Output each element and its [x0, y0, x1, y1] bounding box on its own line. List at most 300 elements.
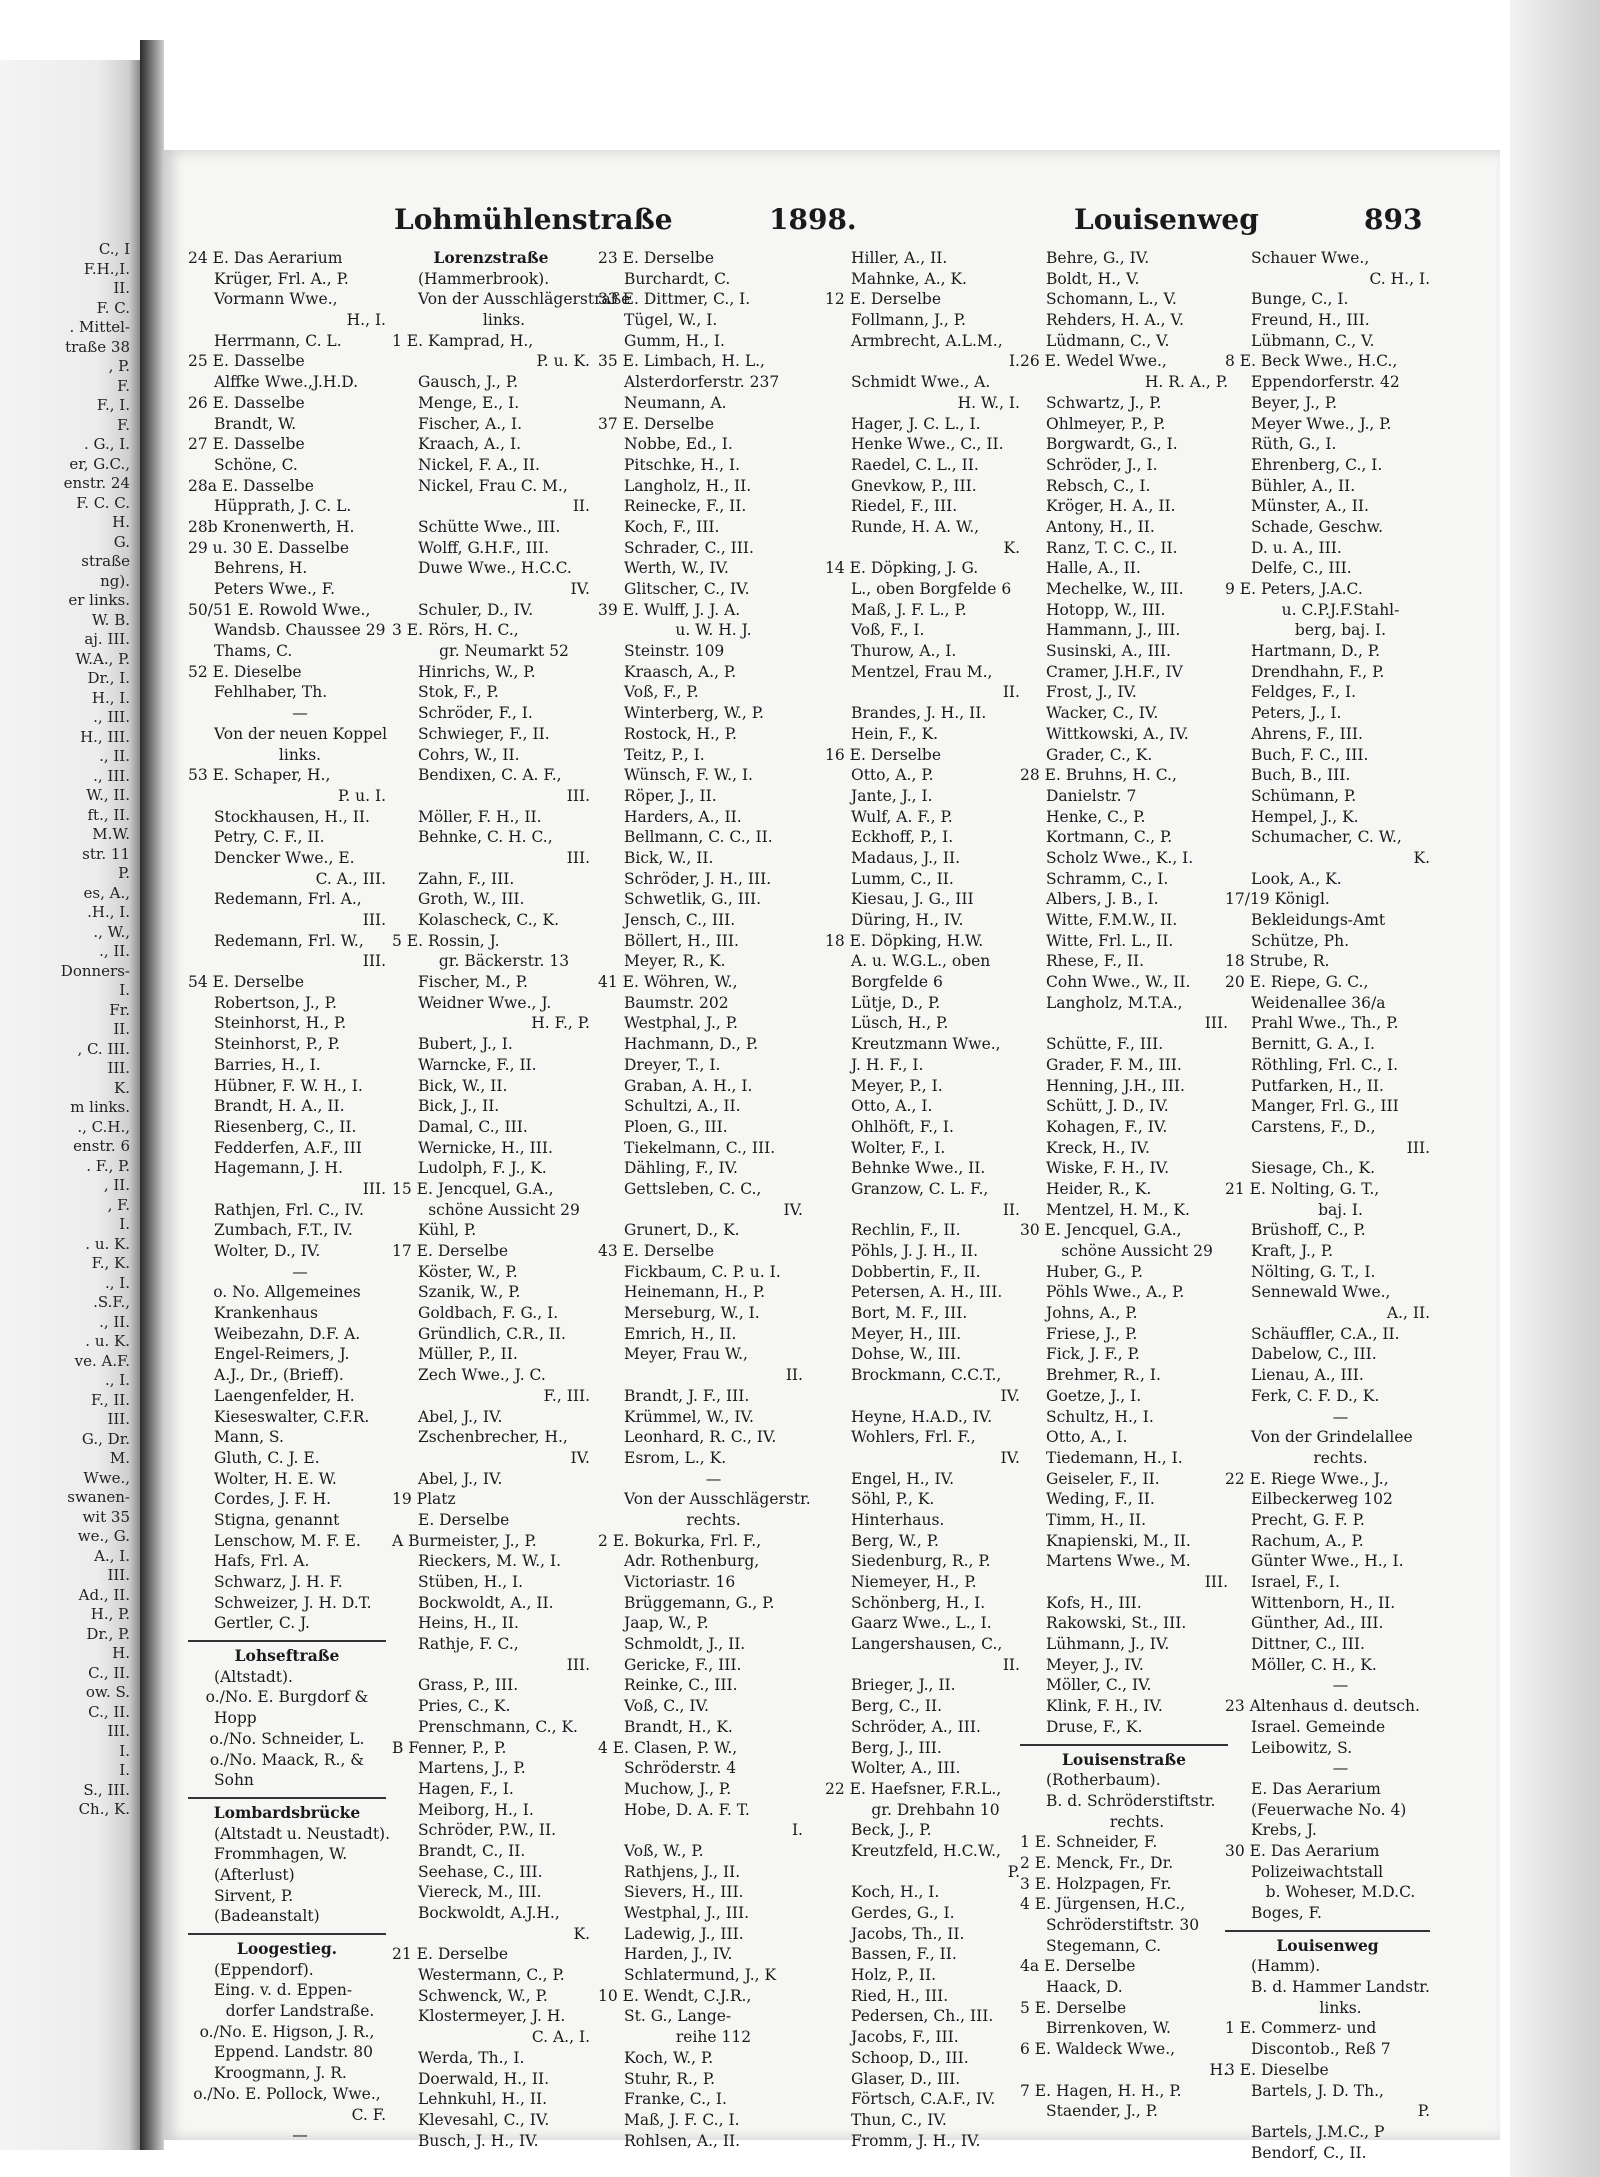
directory-entry: Dreyer, T., I. — [624, 1055, 721, 1074]
directory-entry: 2 E. Menck, Fr., Dr. — [1020, 1853, 1174, 1872]
directory-entry: Gluth, C. J. E. — [214, 1448, 320, 1467]
directory-entry: Voß, W., P. — [624, 1841, 704, 1860]
facing-page-text: F. C. C. — [76, 493, 130, 512]
directory-entry: Rebsch, C., I. — [1046, 476, 1151, 495]
directory-entry: Martens, J., P. — [418, 1759, 526, 1778]
directory-entry: 10 E. Wendt, C.J.R., — [598, 1986, 752, 2005]
directory-entry: 2 E. Bokurka, Frl. F., — [598, 1531, 762, 1550]
directory-entry: Harden, J., IV. — [624, 1945, 733, 1964]
directory-entry: 3 E. Holzpagen, Fr. — [1020, 1874, 1172, 1893]
directory-entry: Schmidt Wwe., A. — [851, 373, 991, 392]
directory-entry: Menge, E., I. — [418, 393, 520, 412]
facing-page-text: enstr. 24 — [63, 474, 130, 492]
directory-entry: Redemann, Frl. W., — [214, 931, 364, 950]
facing-page-text: I. — [119, 981, 130, 999]
directory-entry: Brieger, J., II. — [851, 1676, 956, 1695]
directory-entry: Eilbeckerweg 102 — [1251, 1490, 1393, 1509]
directory-entry: II. — [1002, 1655, 1020, 1674]
directory-entry: Delfe, C., III. — [1251, 559, 1352, 578]
directory-entry: St. G., Lange- — [624, 2007, 732, 2026]
directory-entry: Schweizer, J. H. D.T. — [214, 1593, 372, 1612]
facing-page-text: III. — [107, 1722, 130, 1740]
directory-entry: Westphal, J., P. — [624, 1014, 738, 1033]
directory-entry: 22 E. Haefsner, F.R.L., — [825, 1779, 1002, 1798]
directory-entry: III. — [566, 786, 590, 805]
directory-entry: Cramer, J.H.F., IV — [1046, 662, 1183, 681]
directory-entry: b. Woheser, M.D.C. — [1265, 1883, 1416, 1902]
directory-entry: Hopp — [214, 1709, 257, 1728]
column-1 — [188, 248, 391, 2148]
directory-entry: o./No. Schneider, L. — [209, 1729, 365, 1748]
facing-page-text: ., II. — [99, 747, 130, 765]
directory-entry: Ahrens, F., III. — [1251, 724, 1363, 743]
facing-page-text: W. B. — [91, 610, 130, 629]
directory-entry: H. F., P. — [531, 1014, 590, 1033]
directory-entry: Rüth, G., I. — [1251, 435, 1337, 454]
directory-entry: Schomann, L., V. — [1046, 290, 1177, 309]
directory-entry: Gnevkow, P., III. — [851, 476, 977, 495]
header-street-left: Lohmühlenstraße — [394, 203, 673, 236]
directory-entry: rechts. — [686, 1510, 741, 1529]
facing-page-text: F. C. — [96, 298, 130, 317]
directory-entry: Madaus, J., II. — [851, 848, 961, 867]
directory-entry: Pries, C., K. — [418, 1697, 511, 1716]
directory-entry: Mechelke, W., III. — [1046, 580, 1184, 598]
directory-entry: Berg, W., P. — [851, 1531, 939, 1550]
directory-entry: Schütte, F., III. — [1046, 1035, 1164, 1054]
directory-entry: Neumann, A. — [624, 393, 727, 412]
directory-entry: 54 E. Derselbe — [188, 973, 305, 992]
directory-entry: (Hamm). — [1251, 1957, 1321, 1976]
directory-entry: Westermann, C., P. — [418, 1966, 565, 1985]
directory-entry: 30 E. Das Aerarium — [1225, 1841, 1380, 1860]
directory-entry: Schwartz, J., P. — [1046, 393, 1162, 412]
facing-page-text: C., I — [98, 240, 130, 258]
directory-entry: 21 E. Nolting, G. T., — [1225, 1179, 1380, 1198]
directory-entry: Runde, H. A. W., — [851, 517, 980, 536]
directory-entry: Schlatermund, J., K — [624, 1966, 777, 1985]
directory-entry: Kröger, H. A., II. — [1046, 497, 1176, 516]
directory-entry: 24 E. Das Aerarium — [188, 249, 343, 267]
directory-entry: Sievers, H., III. — [624, 1883, 744, 1902]
directory-entry: Danielstr. 7 — [1046, 786, 1137, 805]
directory-entry: Bellmann, C. C., II. — [624, 828, 773, 847]
section-rule — [1020, 1744, 1228, 1746]
directory-entry: Hartmann, D., P. — [1251, 642, 1381, 661]
directory-entry: Hinterhaus. — [851, 1510, 945, 1529]
directory-entry: Jaap, W., P. — [624, 1614, 709, 1633]
directory-entry: H. R. A., P. — [1144, 373, 1228, 392]
directory-entry: Fischer, A., I. — [418, 414, 523, 433]
directory-entry: Werth, W., IV. — [624, 559, 729, 578]
directory-entry: Raedel, C. L., II. — [851, 455, 979, 474]
facing-page-text: .S.F., — [93, 1293, 130, 1311]
directory-entry: Staender, J., P. — [1046, 2102, 1158, 2121]
directory-entry: Bockwoldt, A.J.H., — [418, 1904, 560, 1922]
facing-page-text: H. — [112, 513, 130, 531]
directory-entry: Schwetlik, G., III. — [624, 890, 762, 909]
directory-entry: E. Das Aerarium — [1251, 1779, 1381, 1798]
directory-entry: Cordes, J. F. H. — [214, 1490, 332, 1509]
directory-entry: Thun, C., IV. — [851, 2110, 947, 2129]
directory-entry: Heider, R., K. — [1046, 1179, 1152, 1198]
directory-entry: Düring, H., IV. — [851, 911, 964, 929]
directory-entry: Hobe, D. A. F. T. — [624, 1800, 750, 1819]
directory-entry: Langholz, H., II. — [624, 476, 752, 495]
directory-entry: Böllert, H., III. — [624, 931, 739, 950]
directory-entry: Wiske, F. H., IV. — [1046, 1159, 1170, 1178]
directory-entry: Dittner, C., III. — [1251, 1635, 1365, 1654]
directory-entry: Knapienski, M., II. — [1046, 1531, 1191, 1550]
directory-entry: Grader, F. M., III. — [1046, 1055, 1182, 1074]
facing-page-text: W., II. — [86, 786, 130, 804]
directory-entry: Krümmel, W., IV. — [624, 1407, 754, 1426]
directory-entry: Weibezahn, D.F. A. — [214, 1324, 361, 1343]
directory-entry: 18 Strube, R. — [1225, 952, 1330, 971]
directory-entry: Gericke, F., III. — [624, 1655, 742, 1674]
directory-entry: Klevesahl, C., IV. — [418, 2110, 550, 2129]
directory-entry: Henke Wwe., C., II. — [851, 435, 1004, 454]
facing-page-text: , F. — [107, 1195, 130, 1214]
directory-entry: Klink, F. H., IV. — [1046, 1697, 1163, 1716]
directory-entry: 37 E. Derselbe — [598, 414, 715, 433]
facing-page-text: II. — [113, 1020, 130, 1038]
facing-page-text: ve. A.F. — [74, 1351, 130, 1370]
directory-entry: Schrader, C., III. — [624, 538, 754, 557]
facing-page-text: I. — [119, 1741, 130, 1760]
directory-entry: Voß, F., I. — [851, 621, 925, 640]
facing-page-text: enstr. 6 — [73, 1137, 130, 1155]
directory-entry: Abel, J., IV. — [418, 1469, 503, 1488]
directory-entry: K. — [1003, 538, 1020, 557]
directory-entry: C. H., I. — [1369, 269, 1430, 288]
facing-page-text: S., III. — [83, 1780, 130, 1799]
directory-entry: Hotopp, W., III. — [1046, 600, 1166, 619]
header-year: 1898. — [769, 203, 857, 236]
facing-page-text: ., II. — [99, 1312, 130, 1331]
column-2 — [392, 248, 631, 2150]
directory-entry: Von der Ausschlägerstr. — [624, 1490, 811, 1509]
directory-entry: Weidenallee 36/a — [1251, 993, 1386, 1012]
directory-entry: gr. Drehbahn 10 — [871, 1800, 1000, 1819]
directory-entry: — — [1332, 1676, 1349, 1695]
directory-entry: Bick, J., II. — [418, 1097, 500, 1116]
directory-entry: Leibowitz, S. — [1251, 1738, 1353, 1757]
directory-entry: Klostermeyer, J. H. — [418, 2007, 566, 2026]
directory-entry: Szanik, W., P. — [418, 1283, 521, 1302]
facing-page-text: . u. K. — [85, 1332, 130, 1350]
directory-entry: 5 E. Rossin, J. — [392, 931, 500, 950]
directory-entry: o./No. Maack, R., & — [209, 1750, 365, 1769]
directory-entry: Riesenberg, C., II. — [214, 1117, 357, 1136]
directory-entry: Merseburg, W., I. — [624, 1304, 760, 1323]
directory-entry: Wolter, H. E. W. — [214, 1469, 337, 1488]
directory-entry: 17/19 Königl. — [1225, 890, 1330, 909]
facing-page-text: C., II. — [88, 1702, 130, 1721]
directory-entry: Bartels, J. D. Th., — [1251, 2081, 1384, 2100]
directory-entry: schöne Aussicht 29 — [428, 1200, 580, 1219]
directory-entry: III. — [362, 911, 386, 929]
directory-entry: Nobbe, Ed., I. — [624, 435, 733, 454]
directory-entry: C. A., III. — [315, 869, 386, 888]
directory-entry: Pöhls Wwe., A., P. — [1046, 1283, 1185, 1302]
directory-entry: 6 E. Waldeck Wwe., — [1020, 2040, 1176, 2059]
directory-entry: Rostock, H., P. — [624, 724, 737, 743]
directory-entry: P. u. K. — [536, 352, 590, 371]
directory-entry: 19 Platz — [392, 1490, 456, 1509]
facing-page-text: Dr., I. — [87, 669, 130, 687]
directory-entry: P. — [1007, 1862, 1020, 1881]
directory-entry: Zschenbrecher, H., — [418, 1428, 568, 1447]
directory-entry: (Altstadt). — [214, 1667, 293, 1686]
street-heading: Louisenstraße — [1062, 1749, 1186, 1769]
directory-entry: Bendixen, C. A. F., — [418, 766, 562, 785]
directory-entry: 1 E. Schneider, F. — [1020, 1833, 1158, 1852]
directory-entry: Barries, H., I. — [214, 1055, 321, 1074]
directory-entry: Tiedemann, H., I. — [1046, 1448, 1183, 1467]
facing-page-text: H., I. — [91, 688, 130, 707]
directory-entry: Hafs, Frl. A. — [214, 1552, 310, 1571]
facing-page-text: P. — [118, 864, 130, 882]
directory-entry: I. — [1008, 352, 1020, 371]
directory-entry: Brüggemann, G., P. — [624, 1593, 775, 1612]
directory-entry: Wittkowski, A., IV. — [1046, 724, 1189, 743]
directory-entry: Glaser, D., III. — [851, 2069, 961, 2088]
directory-entry: Prenschmann, C., K. — [418, 1717, 578, 1736]
directory-entry: Stockhausen, H., II. — [214, 807, 370, 826]
facing-page-text: G. — [113, 532, 130, 551]
directory-entry: Fehlhaber, Th. — [214, 683, 328, 702]
directory-entry: Zahn, F., III. — [418, 869, 515, 888]
directory-entry: 52 E. Dieselbe — [188, 662, 302, 681]
directory-entry: baj. I. — [1318, 1200, 1363, 1219]
directory-entry: Witte, Frl. L., II. — [1046, 931, 1174, 950]
directory-entry: Alsterdorferstr. 237 — [624, 373, 780, 392]
directory-entry: Stigna, genannt — [214, 1510, 340, 1529]
directory-entry: Rieckers, M. W., I. — [418, 1552, 562, 1571]
directory-entry: Brockmann, C.C.T., — [851, 1366, 1002, 1385]
directory-entry: Hüpprath, J. C. L. — [214, 497, 352, 516]
directory-entry: Stegemann, C. — [1046, 1936, 1162, 1955]
directory-entry: Sohn — [214, 1771, 254, 1790]
directory-entry: 30 E. Jencquel, G.A., — [1020, 1221, 1182, 1240]
directory-entry: Voß, C., IV. — [624, 1697, 709, 1716]
directory-entry: III. — [1204, 1014, 1228, 1033]
directory-entry: Brandes, J. H., II. — [851, 704, 987, 723]
directory-entry: Röthling, Frl. C., I. — [1251, 1055, 1399, 1074]
directory-entry: Kolascheck, C., K. — [418, 911, 560, 929]
directory-entry: Schönberg, H., I. — [851, 1593, 986, 1612]
directory-entry: links. — [482, 311, 526, 330]
directory-entry: (Afterlust) — [214, 1865, 295, 1884]
directory-entry: Petersen, A. H., III. — [851, 1283, 1003, 1302]
directory-entry: links. — [1319, 1998, 1362, 2017]
directory-entry: Lüdmann, C., V. — [1046, 331, 1170, 350]
facing-page-text: C., II. — [88, 1663, 130, 1682]
directory-entry: — — [292, 1262, 308, 1281]
directory-entry: 33 E. Dittmer, C., I. — [598, 290, 751, 309]
directory-entry: Bort, M. F., III. — [851, 1304, 968, 1323]
facing-page-text: F., K. — [91, 1254, 130, 1272]
directory-entry: Schröderstiftstr. 30 — [1046, 1916, 1200, 1934]
directory-entry: Schröder, A., III. — [851, 1717, 981, 1736]
directory-entry: Groth, W., III. — [418, 890, 525, 909]
directory-entry: rechts. — [1109, 1812, 1165, 1831]
directory-entry: Beck, J., P. — [851, 1821, 932, 1840]
book-spine — [140, 40, 164, 2150]
directory-entry: Pöhls, J. J. H., II. — [851, 1242, 979, 1260]
facing-page-text: ., II. — [99, 942, 130, 960]
facing-page-text: Wwe., — [83, 1468, 130, 1487]
directory-entry: Söhl, P., K. — [851, 1490, 935, 1509]
directory-entry: Schümann, P. — [1251, 786, 1357, 805]
directory-entry: Johns, A., P. — [1046, 1304, 1138, 1323]
directory-entry: Schröder, J., I. — [1046, 455, 1158, 474]
directory-entry: III. — [362, 952, 386, 971]
directory-entry: 50/51 E. Rowold Wwe., — [188, 600, 371, 619]
directory-entry: Emrich, H., II. — [624, 1324, 737, 1343]
directory-entry: Borgfelde 6 — [851, 973, 943, 992]
directory-entry: o./No. E. Pollock, Wwe., — [193, 2084, 381, 2103]
directory-entry: II. — [785, 1366, 803, 1385]
directory-entry: Fick, J. F., P. — [1046, 1345, 1140, 1364]
facing-page-text: Donners- — [60, 961, 130, 980]
directory-entry: Buch, F. C., III. — [1251, 745, 1369, 764]
directory-entry: Kreck, H., IV. — [1046, 1138, 1150, 1157]
directory-entry: Bendorf, C., II. — [1251, 2143, 1367, 2162]
directory-entry: u. W. H. J. — [675, 621, 752, 640]
street-heading: Louisenweg — [1276, 1935, 1379, 1955]
directory-entry: Behre, G., IV. — [1046, 249, 1150, 267]
directory-entry: Gettsleben, C. C., — [624, 1179, 762, 1198]
directory-entry: Ploen, G., III. — [624, 1117, 728, 1136]
facing-page-text: ., III. — [93, 766, 130, 785]
facing-page-text: ow. S. — [85, 1683, 130, 1701]
directory-entry: Zumbach, F.T., IV. — [214, 1221, 353, 1240]
facing-page-text: W.A., P. — [75, 649, 130, 668]
directory-entry: Kraasch, A., P. — [624, 662, 737, 681]
directory-entry: rechts. — [1313, 1448, 1368, 1467]
directory-entry: Armbrecht, A.L.M., — [851, 331, 1003, 350]
facing-page-text: F. — [117, 376, 130, 395]
directory-entry: A., II. — [1386, 1304, 1430, 1323]
directory-entry: Fedderfen, A.F., III — [214, 1138, 362, 1157]
directory-entry: Ludolph, F. J., K. — [418, 1159, 547, 1178]
directory-entry: 23 Altenhaus d. deutsch. — [1225, 1697, 1420, 1716]
directory-entry: Möller, C. H., K. — [1251, 1655, 1377, 1674]
directory-entry: IV. — [570, 1448, 590, 1467]
directory-entry: 4 E. Clasen, P. W., — [598, 1738, 738, 1757]
directory-entry: 27 E. Dasselbe — [188, 435, 305, 454]
directory-entry: Vormann Wwe., — [214, 290, 338, 309]
directory-entry: 23 E. Derselbe — [598, 249, 715, 267]
directory-entry: A. u. W.G.L., oben — [851, 952, 991, 971]
directory-entry: Graban, A. H., I. — [624, 1076, 753, 1095]
facing-page-text: straße — [81, 552, 130, 570]
directory-entry: Maß, J. F. L., P. — [851, 600, 967, 619]
directory-entry: Teitz, P., I. — [624, 745, 705, 764]
directory-entry: Schwieger, F., II. — [418, 724, 550, 743]
directory-entry: Heyne, H.A.D., IV. — [851, 1407, 993, 1426]
directory-entry: Boldt, H., V. — [1046, 269, 1140, 288]
directory-entry: Wolter, D., IV. — [214, 1242, 321, 1260]
directory-entry: 8 E. Beck Wwe., H.C., — [1225, 352, 1398, 371]
directory-entry: Weidner Wwe., J. — [418, 993, 552, 1012]
directory-entry: Bick, W., II. — [418, 1076, 508, 1095]
directory-entry: Duwe Wwe., H.C.C. — [418, 559, 572, 578]
directory-entry: Koch, H., I. — [851, 1883, 940, 1902]
directory-entry: Dabelow, C., III. — [1251, 1345, 1377, 1364]
header-street-right: Louisenweg — [1074, 203, 1259, 236]
directory-entry: 14 E. Döpking, J. G. — [825, 559, 979, 578]
directory-entry: 18 E. Döpking, H.W. — [825, 931, 984, 950]
directory-entry: 1 E. Commerz- und — [1225, 2019, 1377, 2038]
facing-page-text: ., I. — [105, 1273, 130, 1292]
directory-entry: o./No. E. Burgdorf & — [205, 1688, 369, 1707]
directory-entry: Brandt, J. F., III. — [624, 1386, 750, 1405]
directory-entry: Winterberg, W., P. — [624, 704, 764, 723]
directory-entry: gr. Bäckerstr. 13 — [438, 952, 570, 971]
directory-entry: Hempel, J., K. — [1251, 807, 1359, 826]
facing-page-text: ., III. — [93, 708, 130, 726]
directory-entry: Alffke Wwe.,J.H.D. — [214, 373, 359, 392]
directory-entry: Hammann, J., III. — [1046, 621, 1181, 640]
directory-entry: Rathjen, Frl. C., IV. — [214, 1200, 364, 1219]
directory-entry: Hinrichs, W., P. — [418, 662, 536, 681]
directory-entry: Birrenkoven, W. — [1046, 2019, 1171, 2038]
directory-entry: Huber, G., P. — [1046, 1262, 1143, 1281]
directory-entry: Mann, S. — [214, 1428, 284, 1447]
directory-entry: Lübmann, C., V. — [1251, 331, 1375, 350]
directory-entry: Ehrenberg, C., I. — [1251, 455, 1383, 474]
facing-page-text: III. — [107, 1059, 130, 1077]
directory-entry: Brandt, H. A., II. — [214, 1097, 345, 1116]
directory-entry: Bassen, F., II. — [851, 1945, 957, 1964]
directory-entry: Seehase, C., III. — [418, 1862, 543, 1881]
directory-entry: Harders, A., II. — [624, 807, 742, 826]
directory-entry: Kohagen, F., IV. — [1046, 1117, 1168, 1136]
directory-entry: (Eppendorf). — [214, 1960, 314, 1979]
directory-entry: Ohlmeyer, P., P. — [1046, 414, 1166, 433]
directory-entry: Krebs, J. — [1251, 1821, 1317, 1840]
directory-entry: 3 E. Dieselbe — [1225, 2060, 1329, 2079]
directory-entry: Bernitt, G. A., I. — [1251, 1035, 1375, 1054]
directory-entry: Reinecke, F., II. — [624, 497, 747, 516]
directory-entry: Glitscher, C., IV. — [624, 580, 750, 598]
directory-entry: Schultzi, A., II. — [624, 1097, 741, 1116]
directory-entry: Bühler, A., II. — [1251, 476, 1356, 495]
directory-entry: Wolter, F., I. — [851, 1138, 946, 1157]
directory-entry: Feldges, F., I. — [1251, 683, 1357, 702]
directory-entry: II. — [572, 497, 590, 516]
directory-entry: Rechlin, F., II. — [851, 1221, 961, 1240]
directory-entry: Burchardt, C. — [624, 269, 731, 288]
directory-entry: Siedenburg, R., P. — [851, 1552, 991, 1571]
directory-entry: III. — [566, 848, 590, 867]
facing-page-text: traße 38 — [65, 337, 130, 356]
directory-entry: Schauer Wwe., — [1251, 249, 1370, 267]
facing-page-text: we., G. — [77, 1527, 130, 1545]
directory-entry: Redemann, Frl. A., — [214, 890, 362, 909]
directory-entry: 7 E. Hagen, H. H., P. — [1020, 2081, 1182, 2100]
directory-entry: Brehmer, R., I. — [1046, 1366, 1161, 1385]
directory-entry: Viereck, M., III. — [418, 1883, 542, 1902]
directory-entry: Kraft, J., P. — [1251, 1242, 1334, 1260]
directory-entry: III. — [1204, 1573, 1228, 1591]
directory-entry: Jante, J., I. — [851, 786, 933, 805]
facing-page-text: F.H.,I. — [83, 259, 130, 278]
directory-entry: Witte, F.M.W., II. — [1046, 911, 1178, 929]
